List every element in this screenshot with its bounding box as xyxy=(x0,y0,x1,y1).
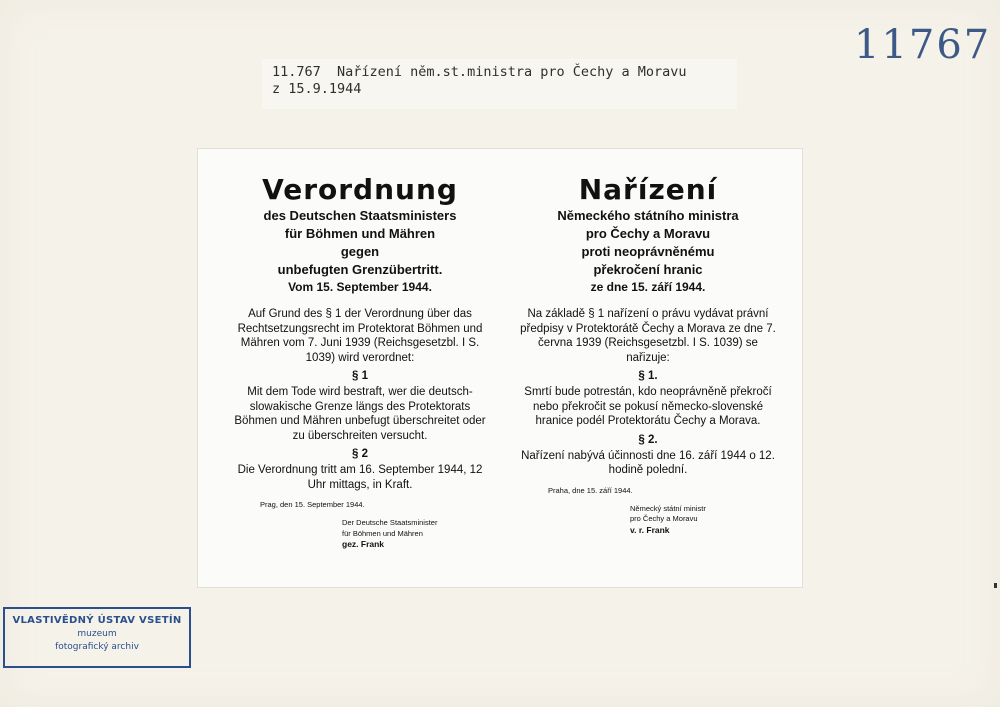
czech-subtitle-4: překročení hranic xyxy=(593,262,703,277)
czech-subtitle-2: pro Čechy a Moravu xyxy=(585,226,711,241)
stamp-archive: fotografický archiv xyxy=(55,642,139,652)
czech-signature-1: Německý státní ministr xyxy=(630,503,706,513)
catalog-number: 11767 xyxy=(854,22,992,68)
decree-photograph xyxy=(197,148,803,588)
czech-section-1-mark: § 1. xyxy=(638,370,658,382)
stamp-institution: VLASTIVĚDNÝ ÚSTAV VSETÍN xyxy=(12,615,182,626)
czech-preamble: Na základě § 1 nařízení o právu vydávat právní předpisy v Protektorátě Čechy a Morava ze dne 7. června 1939 (Reichsgesetzbl. I S. 1039) se nařizuje: xyxy=(520,308,776,364)
german-preamble: Auf Grund des § 1 der Verordnung über das Rechtsetzungsrecht im Protektorat Böhmen und Mähren vom 7. Juni 1939 (Reichsgesetzbl. I S. 1039) wird verordnet: xyxy=(237,308,483,364)
german-section-2-text: Die Verordnung tritt am 16. September 1944, 12 Uhr mittags, in Kraft. xyxy=(237,464,483,491)
german-subtitle-3: gegen xyxy=(340,244,380,259)
german-signature-2: für Böhmen und Mähren xyxy=(342,528,423,538)
german-subtitle-2: für Böhmen und Mähren xyxy=(284,226,436,241)
edge-mark xyxy=(994,583,997,588)
czech-signature-2: pro Čechy a Moravu xyxy=(630,514,698,523)
czech-section-1-text: Smrtí bude potrestán, kdo neoprávněně překročí nebo překročit se pokusí německo-slovenské hranice podél Protektorátu Čechy a Morava. xyxy=(524,386,772,427)
stamp-museum: muzeum xyxy=(77,629,117,639)
museum-stamp xyxy=(3,607,191,668)
german-column xyxy=(230,173,490,550)
czech-subtitle-3: proti neoprávněnému xyxy=(581,244,715,259)
caption-line-1: 11.767 Nařízení něm.st.ministra pro Čechy a Moravu xyxy=(272,64,687,80)
czech-date: ze dne 15. září 1944. xyxy=(590,280,706,294)
czech-signature-name: v. r. Frank xyxy=(630,524,670,535)
czech-place-date: Praha, dne 15. září 1944. xyxy=(548,485,633,495)
german-signature-1: Der Deutsche Staatsminister xyxy=(342,518,438,527)
czech-subtitle-1: Německého státního ministra xyxy=(557,208,739,223)
czech-column xyxy=(518,173,778,535)
typed-caption-label xyxy=(262,59,737,109)
czech-heading: Nařízení xyxy=(578,173,718,206)
german-signature-name: gez. Frank xyxy=(342,539,385,549)
german-section-1-mark: § 1 xyxy=(352,370,368,382)
german-subtitle-1: des Deutschen Staatsministers xyxy=(263,208,457,223)
german-heading: Verordnung xyxy=(262,173,458,206)
german-place-date: Prag, den 15. September 1944. xyxy=(260,500,365,509)
german-section-1-text: Mit dem Tode wird bestraft, wer die deutsch-slowakische Grenze längs des Protektorats Böhmen und Mähren unbefugt überschreitet oder zu überschreiten versucht. xyxy=(234,386,486,442)
german-subtitle-4: unbefugten Grenzübertritt. xyxy=(277,262,443,277)
german-section-2-mark: § 2 xyxy=(352,448,368,460)
czech-section-2-text: Nařízení nabývá účinnosti dne 16. září 1944 o 12. hodině polední. xyxy=(521,449,775,476)
caption-line-2: z 15.9.1944 xyxy=(272,81,362,97)
german-date: Vom 15. September 1944. xyxy=(288,280,432,294)
czech-section-2-mark: § 2. xyxy=(638,433,658,446)
